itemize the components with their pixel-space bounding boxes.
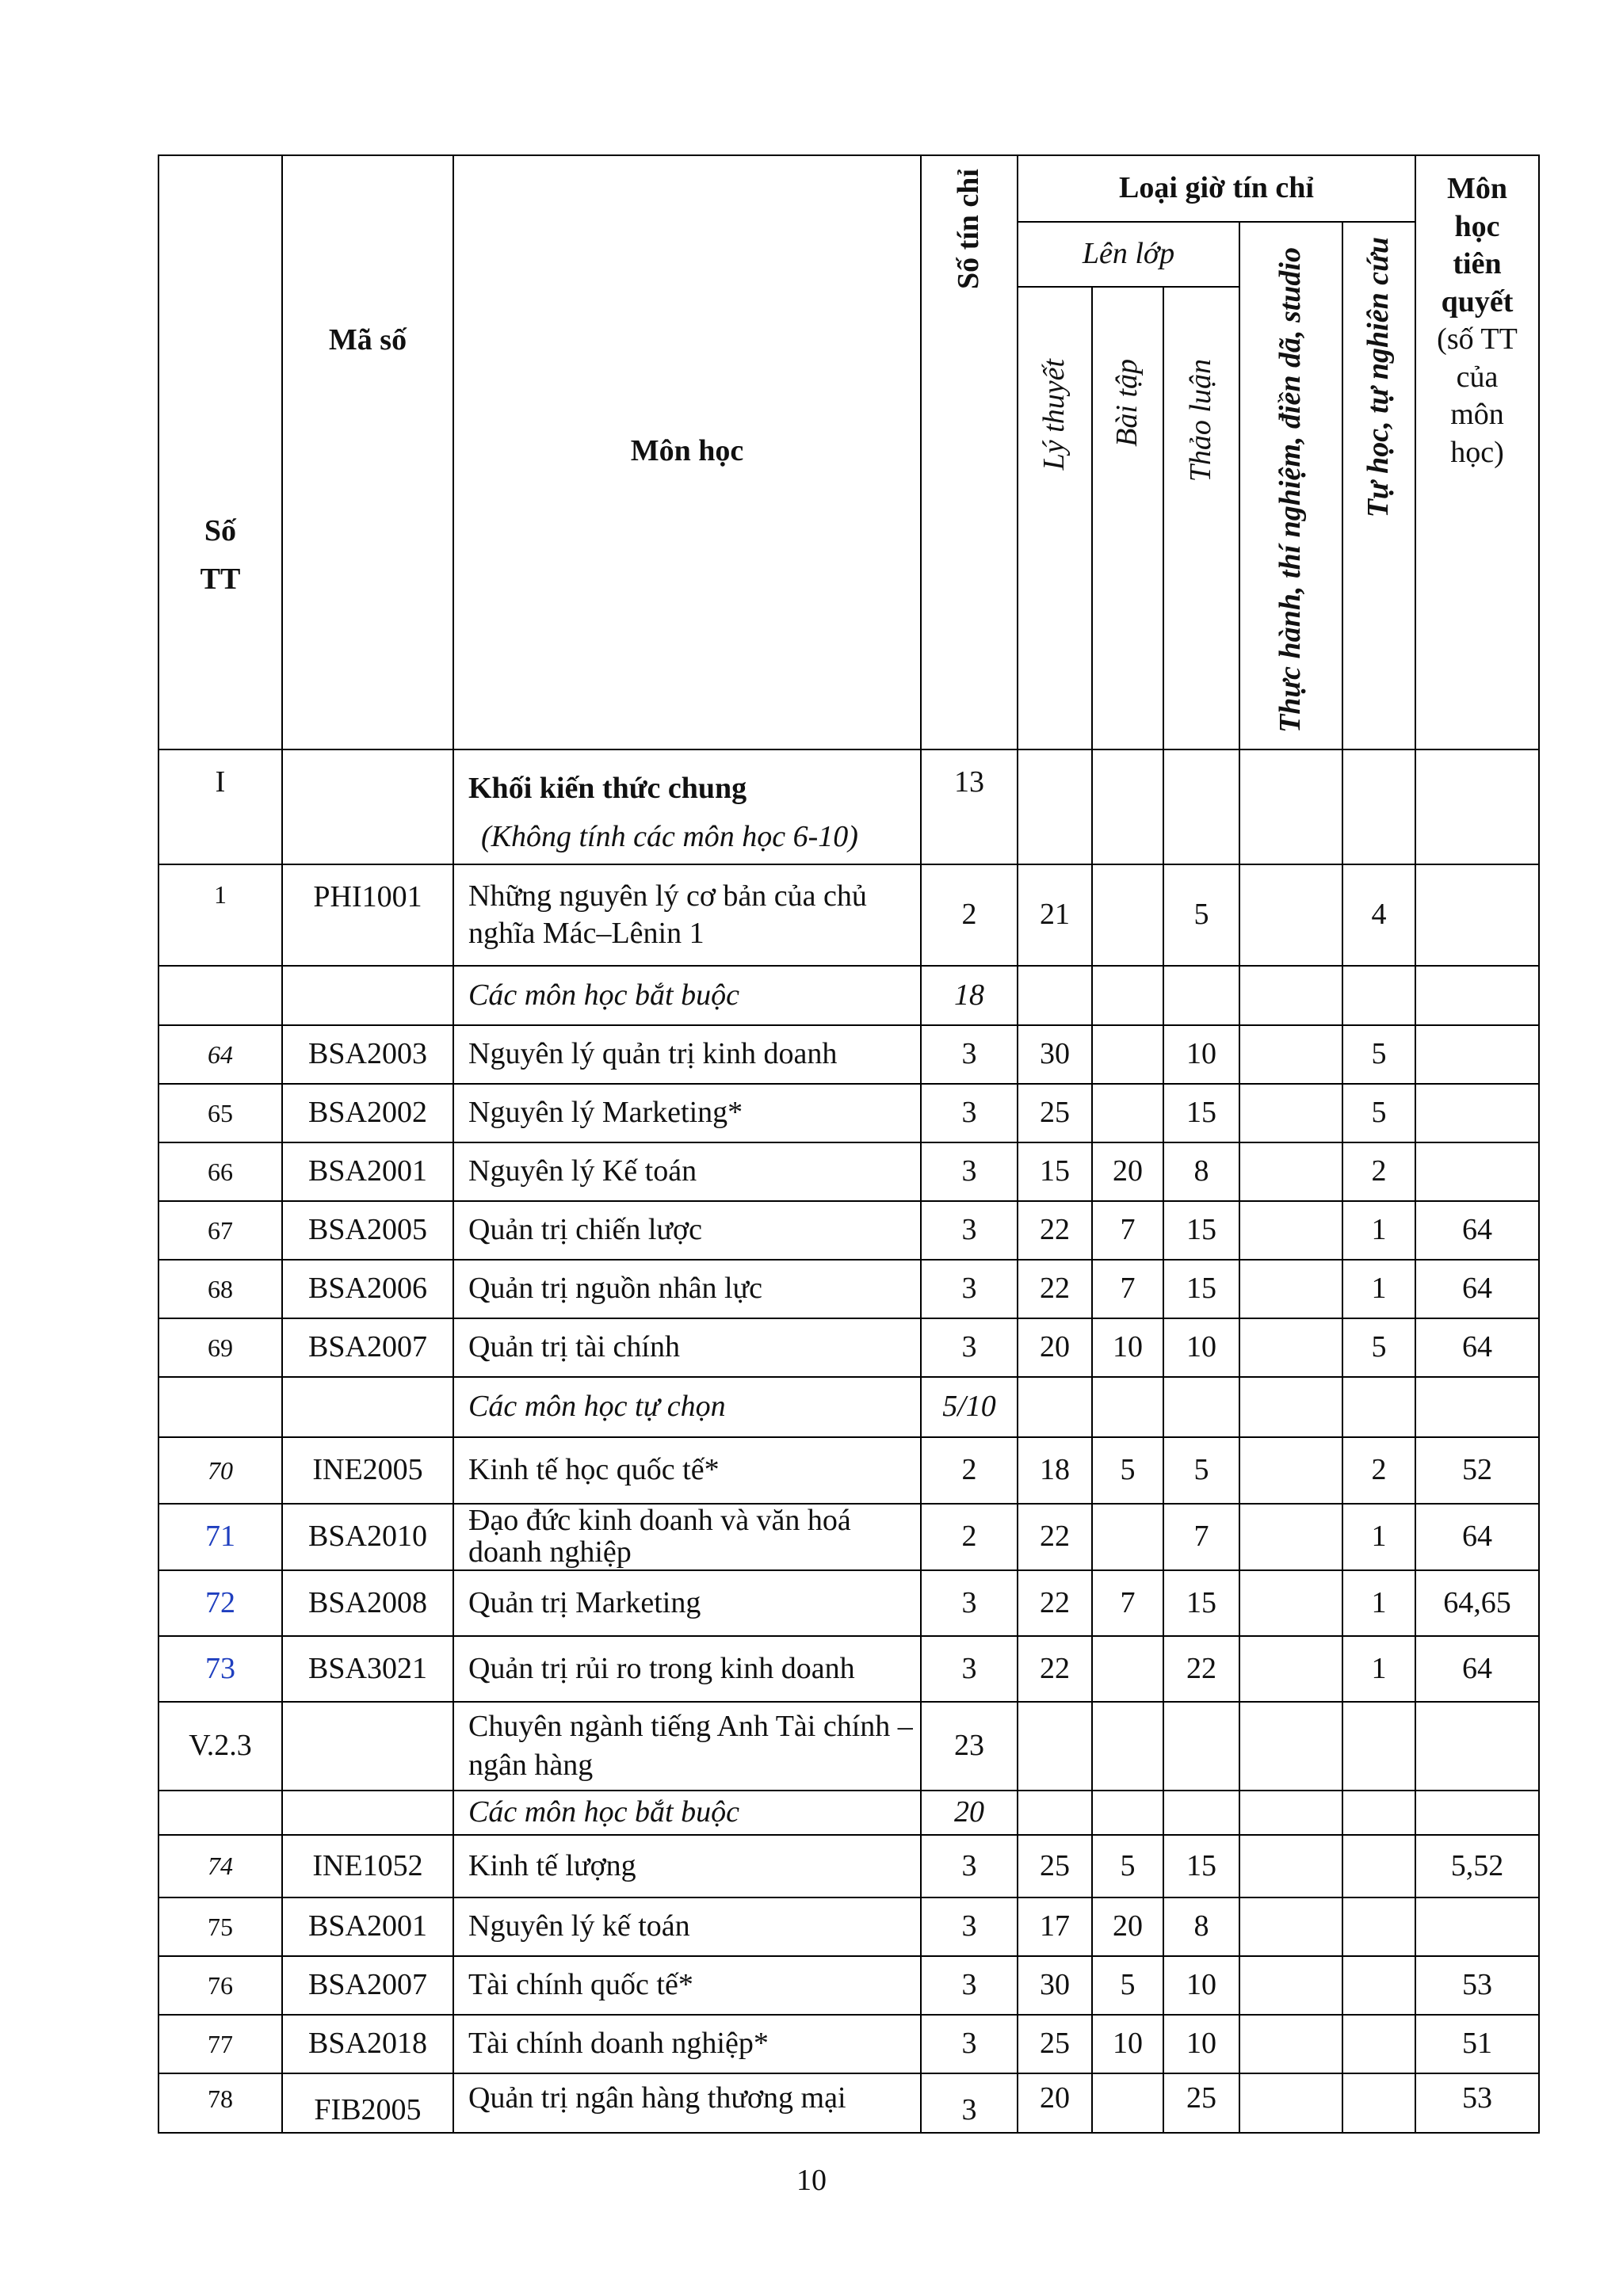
table-cell: 17: [1018, 1897, 1092, 1956]
table-cell: 64: [158, 1025, 282, 1084]
table-cell: [1342, 1791, 1415, 1835]
table-cell: 15: [1018, 1142, 1092, 1201]
table-cell: 22: [1018, 1504, 1092, 1570]
table-cell: [1239, 1702, 1342, 1791]
table-cell: 10: [1163, 1318, 1239, 1377]
table-cell: 1: [158, 864, 282, 966]
table-cell: 25: [1018, 2015, 1092, 2073]
table-cell: 3: [921, 1570, 1018, 1636]
header-discussion: Thảo luận: [1163, 287, 1239, 749]
table-cell: 1: [1342, 1201, 1415, 1260]
page-number: 10: [796, 2164, 827, 2197]
table-cell: 3: [921, 1260, 1018, 1318]
table-cell: 5: [1092, 1835, 1163, 1897]
table-cell: 77: [158, 2015, 282, 2073]
table-cell: [1239, 1570, 1342, 1636]
table-cell: 72: [158, 1570, 282, 1636]
table-row: [158, 1791, 1539, 1835]
table-cell: [1415, 1897, 1539, 1956]
table-cell: 70: [158, 1437, 282, 1504]
table-cell: 4: [1342, 864, 1415, 966]
table-cell: 2: [921, 1437, 1018, 1504]
table-cell: 64: [1415, 1201, 1539, 1260]
table-cell: 7: [1163, 1504, 1239, 1570]
table-cell: [282, 966, 453, 1025]
table-cell: [1415, 966, 1539, 1025]
table-cell: 3: [921, 1142, 1018, 1201]
table-cell: [1239, 749, 1342, 864]
table-row: [158, 1570, 1539, 1636]
table-cell: [1092, 2073, 1163, 2133]
table-cell: [1163, 966, 1239, 1025]
table-cell: 3: [921, 1636, 1018, 1702]
table-cell: [1092, 966, 1163, 1025]
table-cell: 67: [158, 1201, 282, 1260]
table-cell: [282, 1702, 453, 1791]
table-cell: 2: [1342, 1437, 1415, 1504]
header-exercise: Bài tập: [1092, 287, 1163, 749]
table-cell: 22: [1018, 1201, 1092, 1260]
table-cell: [1092, 1025, 1163, 1084]
table-cell: 15: [1163, 1260, 1239, 1318]
table-cell: 53: [1415, 2073, 1539, 2133]
table-cell: Những nguyên lý cơ bản của chủ nghĩa Mác–Lênin 1: [453, 864, 921, 966]
table-cell: BSA2008: [282, 1570, 453, 1636]
table-cell: 75: [158, 1897, 282, 1956]
table-cell: Quản trị nguồn nhân lực: [453, 1260, 921, 1318]
table-cell: 2: [921, 864, 1018, 966]
table-cell: Các môn học bắt buộc: [453, 1791, 921, 1835]
table-cell: 20: [921, 1791, 1018, 1835]
table-cell: [1092, 1377, 1163, 1437]
table-cell: [1415, 1791, 1539, 1835]
table-cell: 3: [921, 1897, 1018, 1956]
table-cell: [1092, 749, 1163, 864]
table-cell: 3: [921, 2073, 1018, 2133]
header-practice: Thực hành, thí nghiệm, điền dã, studio: [1239, 222, 1342, 749]
table-cell: [282, 1791, 453, 1835]
table-cell: 25: [1018, 1084, 1092, 1142]
table-cell: 3: [921, 1201, 1018, 1260]
table-cell: Chuyên ngành tiếng Anh Tài chính – ngân hàng: [453, 1702, 921, 1791]
table-cell: 30: [1018, 1956, 1092, 2015]
table-cell: [1239, 966, 1342, 1025]
header-code: Mã số: [282, 155, 453, 749]
table-cell: [1239, 1835, 1342, 1897]
curriculum-table: [158, 154, 1540, 2134]
table-cell: 7: [1092, 1201, 1163, 1260]
table-cell: 20: [1092, 1142, 1163, 1201]
header-stt: Số TT: [158, 155, 282, 749]
table-cell: 1: [1342, 1570, 1415, 1636]
table-cell: 5: [1092, 1437, 1163, 1504]
table-cell: Kinh tế lượng: [453, 1835, 921, 1897]
table-cell: 20: [1018, 1318, 1092, 1377]
table-cell: Tài chính quốc tế*: [453, 1956, 921, 2015]
table-cell: 64: [1415, 1260, 1539, 1318]
table-cell: INE1052: [282, 1835, 453, 1897]
table-cell: PHI1001: [282, 864, 453, 966]
table-cell: 51: [1415, 2015, 1539, 2073]
table-cell: BSA2006: [282, 1260, 453, 1318]
table-cell: [1342, 1702, 1415, 1791]
table-cell: 52: [1415, 1437, 1539, 1504]
table-cell: FIB2005: [282, 2073, 453, 2133]
table-cell: [1415, 1377, 1539, 1437]
table-cell: [1239, 1260, 1342, 1318]
table-cell: Nguyên lý kế toán: [453, 1897, 921, 1956]
table-cell: [1018, 1377, 1092, 1437]
table-cell: 7: [1092, 1260, 1163, 1318]
table-cell: 22: [1018, 1570, 1092, 1636]
table-cell: [1415, 1142, 1539, 1201]
table-row: [158, 1437, 1539, 1504]
header-prereq: Môn học tiên quyết (số TT của môn học): [1415, 155, 1539, 749]
table-cell: [1092, 1636, 1163, 1702]
table-cell: [1342, 2015, 1415, 2073]
table-cell: Các môn học bắt buộc: [453, 966, 921, 1025]
table-cell: BSA2001: [282, 1142, 453, 1201]
table-cell: [1239, 1437, 1342, 1504]
table-cell: 5: [1342, 1084, 1415, 1142]
table-row: [158, 749, 1539, 864]
table-cell: 53: [1415, 1956, 1539, 2015]
table-cell: [1092, 1702, 1163, 1791]
table-cell: Quản trị rủi ro trong kinh doanh: [453, 1636, 921, 1702]
table-cell: [1239, 1084, 1342, 1142]
table-cell: 3: [921, 1084, 1018, 1142]
table-cell: 25: [1163, 2073, 1239, 2133]
table-cell: [158, 1791, 282, 1835]
table-cell: BSA2003: [282, 1025, 453, 1084]
table-cell: BSA2010: [282, 1504, 453, 1570]
header-in-class: Lên lớp: [1018, 222, 1239, 287]
table-cell: 1: [1342, 1636, 1415, 1702]
table-cell: 7: [1092, 1570, 1163, 1636]
table-cell: [1342, 1835, 1415, 1897]
table-cell: [1342, 1956, 1415, 2015]
table-cell: [1018, 1791, 1092, 1835]
table-row: [158, 864, 1539, 966]
table-cell: 5/10: [921, 1377, 1018, 1437]
table-cell: 65: [158, 1084, 282, 1142]
table-row: [158, 1636, 1539, 1702]
table-cell: 71: [158, 1504, 282, 1570]
table-cell: 76: [158, 1956, 282, 2015]
table-cell: 3: [921, 1956, 1018, 2015]
table-cell: [1239, 1636, 1342, 1702]
table-row: [158, 1142, 1539, 1201]
table-cell: 68: [158, 1260, 282, 1318]
table-cell: [1092, 1791, 1163, 1835]
table-row: [158, 2073, 1539, 2133]
table-row: [158, 1201, 1539, 1260]
table-cell: 69: [158, 1318, 282, 1377]
table-cell: [1239, 1377, 1342, 1437]
table-cell: 2: [921, 1504, 1018, 1570]
table-row: [158, 1260, 1539, 1318]
table-row: [158, 2015, 1539, 2073]
table-cell: 3: [921, 2015, 1018, 2073]
table-cell: Kinh tế học quốc tế*: [453, 1437, 921, 1504]
table-cell: 15: [1163, 1201, 1239, 1260]
table-cell: 10: [1092, 1318, 1163, 1377]
table-cell: [1415, 864, 1539, 966]
table-cell: 64: [1415, 1318, 1539, 1377]
table-cell: 5: [1342, 1318, 1415, 1377]
table-cell: 22: [1018, 1636, 1092, 1702]
table-cell: 64: [1415, 1504, 1539, 1570]
header-credits: [921, 155, 1018, 749]
table-cell: BSA2001: [282, 1897, 453, 1956]
table-cell: Đạo đức kinh doanh và văn hoá doanh nghiệp: [453, 1504, 921, 1570]
table-cell: 30: [1018, 1025, 1092, 1084]
table-cell: 22: [1163, 1636, 1239, 1702]
table-cell: [158, 1377, 282, 1437]
table-cell: 8: [1163, 1142, 1239, 1201]
table-cell: [1163, 749, 1239, 864]
table-cell: [1239, 1025, 1342, 1084]
table-cell: [1239, 1318, 1342, 1377]
table-cell: [1342, 1377, 1415, 1437]
table-cell: [1092, 1084, 1163, 1142]
table-cell: Quản trị ngân hàng thương mại: [453, 2073, 921, 2133]
table-cell: Quản trị chiến lược: [453, 1201, 921, 1260]
table-cell: [1239, 1142, 1342, 1201]
table-cell: 5: [1163, 864, 1239, 966]
table-cell: 10: [1163, 2015, 1239, 2073]
table-cell: Tài chính doanh nghiệp*: [453, 2015, 921, 2073]
table-cell: Các môn học tự chọn: [453, 1377, 921, 1437]
table-cell: Nguyên lý quản trị kinh doanh: [453, 1025, 921, 1084]
table-row: [158, 1084, 1539, 1142]
table-cell: 8: [1163, 1897, 1239, 1956]
table-cell: Quản trị Marketing: [453, 1570, 921, 1636]
table-cell: [1163, 1377, 1239, 1437]
table-cell: [282, 1377, 453, 1437]
table-cell: [1092, 864, 1163, 966]
table-cell: 5: [1092, 1956, 1163, 2015]
header-subject: Môn học: [453, 155, 921, 749]
table-cell: 10: [1163, 1025, 1239, 1084]
table-cell: 15: [1163, 1835, 1239, 1897]
table-cell: 22: [1018, 1260, 1092, 1318]
table-row: [158, 1702, 1539, 1791]
header-theory: Lý thuyết: [1018, 287, 1092, 749]
table-cell: [1415, 1084, 1539, 1142]
table-cell: BSA2007: [282, 1956, 453, 2015]
table-cell: Khối kiến thức chung (Không tính các môn học 6-10): [453, 749, 921, 864]
table-cell: BSA2005: [282, 1201, 453, 1260]
table-row: [158, 1025, 1539, 1084]
table-cell: BSA2018: [282, 2015, 453, 2073]
table-cell: 66: [158, 1142, 282, 1201]
table-cell: [1239, 1897, 1342, 1956]
table-cell: BSA2002: [282, 1084, 453, 1142]
table-row: [158, 1897, 1539, 1956]
table-cell: 10: [1092, 2015, 1163, 2073]
table-cell: [1342, 966, 1415, 1025]
table-cell: 1: [1342, 1504, 1415, 1570]
table-cell: [1342, 1897, 1415, 1956]
table-cell: 78: [158, 2073, 282, 2133]
table-cell: 3: [921, 1835, 1018, 1897]
table-cell: [1239, 1791, 1342, 1835]
table-cell: [1163, 1702, 1239, 1791]
table-cell: 23: [921, 1702, 1018, 1791]
table-cell: 21: [1018, 864, 1092, 966]
table-cell: 3: [921, 1025, 1018, 1084]
credits-header-text: Số tín chỉ: [952, 169, 986, 290]
table-cell: 3: [921, 1318, 1018, 1377]
table-row: [158, 1956, 1539, 2015]
table-cell: 2: [1342, 1142, 1415, 1201]
table-cell: Nguyên lý Kế toán: [453, 1142, 921, 1201]
table-cell: [1239, 1956, 1342, 2015]
table-cell: [158, 966, 282, 1025]
table-cell: 18: [921, 966, 1018, 1025]
table-row: [158, 1835, 1539, 1897]
table-row: [158, 1318, 1539, 1377]
table-cell: [1239, 1504, 1342, 1570]
table-cell: [1239, 1201, 1342, 1260]
table-cell: [1092, 1504, 1163, 1570]
table-cell: [1018, 966, 1092, 1025]
header-hour-types: Loại giờ tín chỉ: [1018, 155, 1415, 222]
table-cell: BSA3021: [282, 1636, 453, 1702]
table-cell: 20: [1092, 1897, 1163, 1956]
table-cell: BSA2007: [282, 1318, 453, 1377]
table-cell: Quản trị tài chính: [453, 1318, 921, 1377]
table-cell: [1239, 2015, 1342, 2073]
table-cell: 74: [158, 1835, 282, 1897]
table-cell: [1018, 749, 1092, 864]
table-cell: 20: [1018, 2073, 1092, 2133]
table-cell: [282, 749, 453, 864]
table-cell: 1: [1342, 1260, 1415, 1318]
table-cell: [1415, 1025, 1539, 1084]
table-cell: [1018, 1702, 1092, 1791]
table-row: [158, 966, 1539, 1025]
table-cell: 64: [1415, 1636, 1539, 1702]
table-cell: V.2.3: [158, 1702, 282, 1791]
table-cell: [1163, 1791, 1239, 1835]
table-cell: 13: [921, 749, 1018, 864]
table-cell: 73: [158, 1636, 282, 1702]
table-cell: INE2005: [282, 1437, 453, 1504]
table-row: [158, 1504, 1539, 1570]
table-cell: 5,52: [1415, 1835, 1539, 1897]
table-cell: 25: [1018, 1835, 1092, 1897]
table-cell: [1239, 864, 1342, 966]
table-cell: [1239, 2073, 1342, 2133]
table-row: [158, 1377, 1539, 1437]
table-cell: 10: [1163, 1956, 1239, 2015]
table-cell: 5: [1342, 1025, 1415, 1084]
table-cell: [1342, 749, 1415, 864]
table-cell: [1342, 2073, 1415, 2133]
table-cell: [1415, 1702, 1539, 1791]
table-cell: [1415, 749, 1539, 864]
table-cell: 15: [1163, 1570, 1239, 1636]
table-cell: I: [158, 749, 282, 864]
table-cell: 18: [1018, 1437, 1092, 1504]
table-cell: 15: [1163, 1084, 1239, 1142]
header-self-study: Tự học, tự nghiên cứu: [1342, 222, 1415, 749]
table-cell: Nguyên lý Marketing*: [453, 1084, 921, 1142]
table-cell: 5: [1163, 1437, 1239, 1504]
table-cell: 64,65: [1415, 1570, 1539, 1636]
